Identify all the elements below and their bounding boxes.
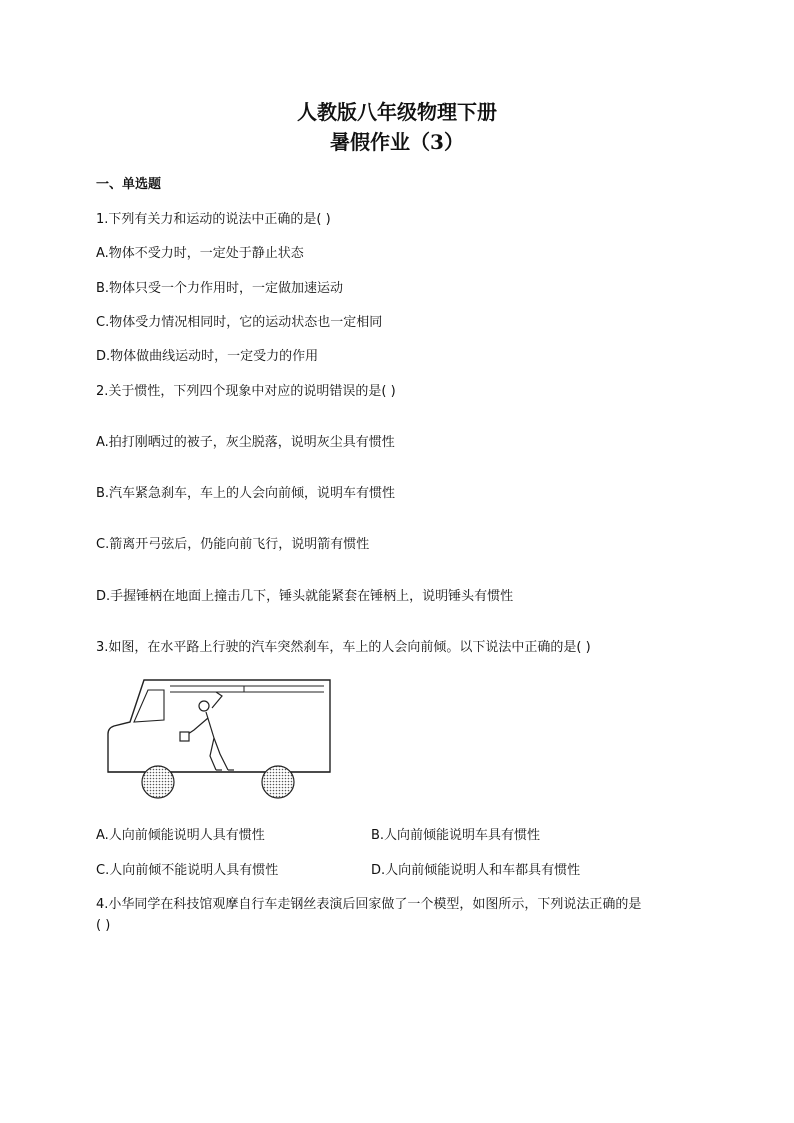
question-3-option-c: C.人向前倾不能说明人具有惯性 — [96, 863, 279, 878]
question-1-option-b: B.物体只受一个力作用时，一定做加速运动 — [96, 281, 344, 296]
question-4-stem: 4.小华同学在科技馆观摩自行车走钢丝表演后回家做了一个模型，如图所示，下列说法正确的是 — [96, 897, 642, 912]
question-2-option-c: C.箭离开弓弦后，仍能向前飞行，说明箭有惯性 — [96, 537, 370, 552]
question-3-option-d: D.人向前倾能说明人和车都具有惯性 — [371, 863, 581, 878]
question-1-stem: 1.下列有关力和运动的说法中正确的是( ) — [96, 212, 331, 227]
document-subtitle: 暑假作业（3） — [330, 130, 464, 154]
question-3-option-b: B.人向前倾能说明车具有惯性 — [371, 828, 541, 843]
question-2-option-b: B.汽车紧急刹车，车上的人会向前倾，说明车有惯性 — [96, 486, 396, 501]
question-1-option-a: A.物体不受力时，一定处于静止状态 — [96, 246, 304, 261]
document-title: 人教版八年级物理下册 — [297, 100, 497, 124]
front-wheel — [142, 766, 174, 798]
rear-wheel — [262, 766, 294, 798]
bus-braking-figure — [104, 672, 344, 804]
question-1-option-d: D.物体做曲线运动时，一定受力的作用 — [96, 349, 319, 364]
question-2-option-a: A.拍打刚晒过的被子，灰尘脱落，说明灰尘具有惯性 — [96, 435, 395, 450]
question-3-option-a: A.人向前倾能说明人具有惯性 — [96, 828, 265, 843]
section-heading: 一、单选题 — [96, 177, 162, 192]
question-2-option-d: D.手握锤柄在地面上撞击几下，锤头就能紧套在锤柄上，说明锤头有惯性 — [96, 589, 514, 604]
question-2-stem: 2.关于惯性，下列四个现象中对应的说明错误的是( ) — [96, 384, 396, 399]
question-4-stem-continued: ( ) — [96, 918, 111, 933]
question-3-stem: 3.如图，在水平路上行驶的汽车突然刹车，车上的人会向前倾。以下说法中正确的是( ) — [96, 640, 591, 655]
question-1-option-c: C.物体受力情况相同时，它的运动状态也一定相同 — [96, 315, 383, 330]
